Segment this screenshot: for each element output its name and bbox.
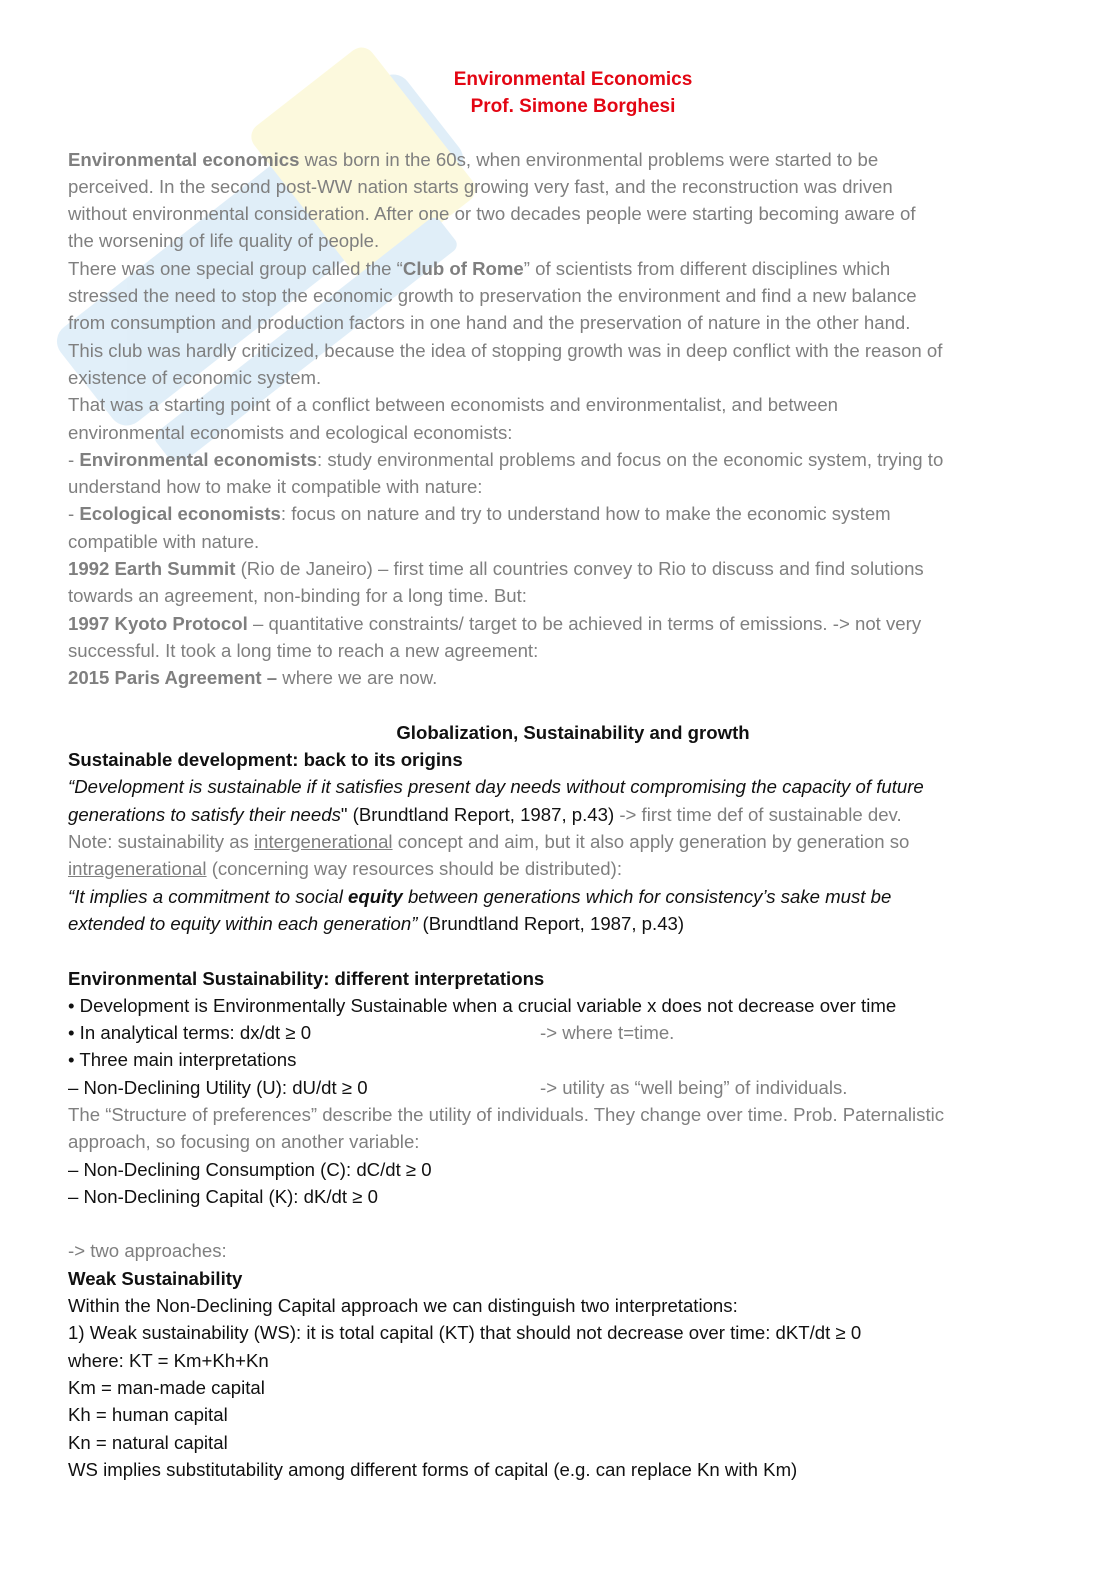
document-page	[68, 66, 1048, 1483]
note: -> utility as “well being” of individuals.	[540, 1076, 848, 1098]
text: -	[68, 503, 80, 525]
text: (Rio de Janeiro) – first time all countries convey to Rio to discuss and find solutions	[235, 558, 924, 580]
term: Environmental economics	[68, 148, 300, 170]
dash-item: – Non-Declining Consumption (C): dC/dt ≥ 0	[68, 1158, 432, 1180]
text-line: The “Structure of preferences” describe the utility of individuals. They change over time. Prob. Paternalistic	[68, 1103, 945, 1125]
section-title: Globalization, Sustainability and growth	[396, 721, 750, 743]
dash-item: – Non-Declining Capital (K): dK/dt ≥ 0	[68, 1185, 378, 1207]
text: : study environmental problems and focus on the economic system, trying to	[317, 448, 944, 470]
document-author: Prof. Simone Borghesi	[470, 96, 676, 118]
term: 1997 Kyoto Protocol	[68, 612, 248, 634]
section-title: Weak Sustainability	[68, 1267, 243, 1289]
term: 1992 Earth Summit	[68, 558, 236, 580]
bullet: • Three main interpretations	[68, 1049, 297, 1071]
text-line: This club was hardly criticized, because the idea of stopping growth was in deep conflict with the reason of	[68, 339, 943, 361]
text-line: 1) Weak sustainability (WS): it is total capital (KT) that should not decrease over time: dKT/dt ≥ 0	[68, 1322, 862, 1344]
text: : focus on nature and try to understand how to make the economic system	[280, 503, 891, 525]
text: There was one special group called the “	[68, 257, 403, 279]
bullet: • Development is Environmentally Sustainable when a crucial variable x does not decrease over time	[68, 994, 897, 1016]
note: -> first time def of sustainable dev.	[614, 803, 902, 825]
text-line: without environmental consideration. After one or two decades people were starting becoming aware of	[68, 203, 916, 225]
section-title: Environmental Sustainability: different interpretations	[68, 967, 545, 989]
section-weak-sustainability	[68, 1237, 1048, 1483]
section-interpretations	[68, 965, 1048, 1211]
citation: " (Brundtland Report, 1987, p.43)	[340, 803, 615, 825]
text: where we are now.	[277, 667, 438, 689]
text-line: Kn = natural capital	[68, 1431, 228, 1453]
text-line: compatible with nature.	[68, 530, 260, 552]
dash-item: – Non-Declining Utility (U): dU/dt ≥ 0	[68, 1076, 368, 1098]
intro-section	[68, 146, 1048, 692]
note: -> two approaches:	[68, 1240, 227, 1262]
text-line: environmental economists and ecological economists:	[68, 421, 513, 443]
term: Ecological economists	[79, 503, 281, 525]
text-line: Km = man-made capital	[68, 1376, 265, 1398]
text-line: the worsening of life quality of people.	[68, 230, 380, 252]
text-line: where: KT = Km+Kh+Kn	[68, 1349, 269, 1371]
bullet: • In analytical terms: dx/dt ≥ 0	[68, 1022, 312, 1044]
text-line: towards an agreement, non-binding for a long time. But:	[68, 585, 527, 607]
term: Club of Rome	[402, 257, 524, 279]
underlined-term: intergenerational	[254, 831, 393, 853]
term: 2015 Paris Agreement –	[68, 667, 278, 689]
term: Environmental economists	[79, 448, 318, 470]
text-line: Within the Non-Declining Capital approach we can distinguish two interpretations:	[68, 1295, 738, 1317]
emphasis: equity	[348, 885, 403, 907]
text: – quantitative constraints/ target to be achieved in terms of emissions. -> not very	[247, 612, 922, 634]
text-line: understand how to make it compatible with nature:	[68, 476, 483, 498]
note: -> where t=time.	[540, 1022, 675, 1044]
quote: generations to satisfy their needs	[68, 803, 341, 825]
text-line: successful. It took a long time to reach a new agreement:	[68, 639, 539, 661]
text-line: perceived. In the second post-WW nation starts growing very fast, and the reconstruction was driven	[68, 175, 893, 197]
text: Note: sustainability as	[68, 831, 255, 853]
section-globalization	[68, 719, 1048, 937]
text: -	[68, 448, 80, 470]
text: was born in the 60s, when environmental problems were started to be	[299, 148, 879, 170]
quote: between generations which for consistency’s sake must be	[402, 885, 892, 907]
text-line: That was a starting point of a conflict between economists and environmentalist, and between	[68, 394, 839, 416]
quote: “It implies a commitment to social	[68, 885, 349, 907]
text-line: Kh = human capital	[68, 1404, 228, 1426]
quote-line: “Development is sustainable if it satisfies present day needs without compromising the capacity of future	[68, 776, 924, 798]
text: concept and aim, but it also apply generation by generation so	[392, 831, 910, 853]
text-line: stressed the need to stop the economic growth to preservation the environment and find a new balance	[68, 285, 917, 307]
document-title: Environmental Economics	[453, 69, 693, 90]
quote: extended to equity within each generation”	[68, 912, 418, 934]
text-line: approach, so focusing on another variable:	[68, 1131, 420, 1153]
subsection-title: Sustainable development: back to its origins	[68, 749, 463, 771]
text-line: from consumption and production factors in one hand and the preservation of nature in the other hand.	[68, 312, 911, 334]
text-line: existence of economic system.	[68, 366, 322, 388]
text: (concerning way resources should be distributed):	[206, 858, 623, 880]
text-line: WS implies substitutability among different forms of capital (e.g. can replace Kn with Km)	[68, 1458, 798, 1480]
citation: (Brundtland Report, 1987, p.43)	[417, 912, 685, 934]
underlined-term: intragenerational	[68, 858, 207, 880]
text: ” of scientists from different disciplines which	[523, 257, 891, 279]
